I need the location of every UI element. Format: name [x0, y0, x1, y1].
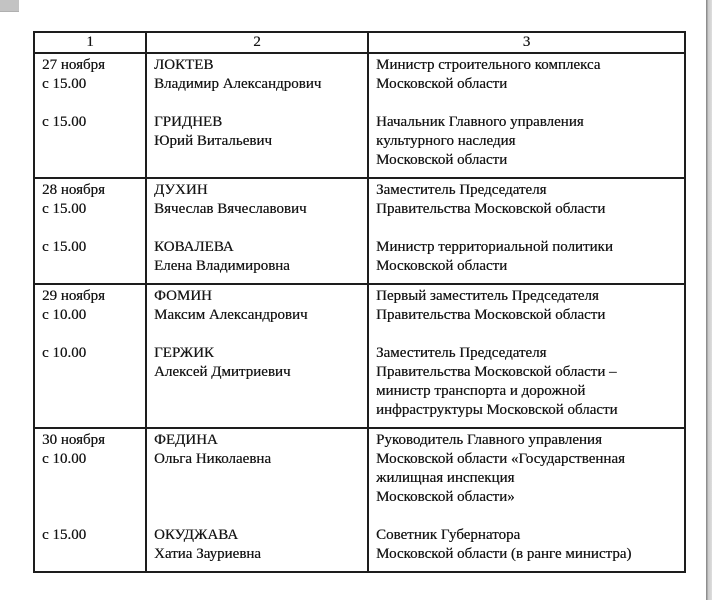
- text-line: Советник Губернатора: [376, 527, 521, 543]
- text-line: Правительства Московской области: [376, 201, 606, 217]
- column-header-title: 3: [368, 32, 685, 53]
- text-line: [42, 325, 139, 344]
- cell-date: [34, 53, 146, 178]
- column-header-date: 1: [34, 32, 146, 53]
- text-line: Начальник Главного управления: [376, 114, 584, 130]
- text-line: 28 ноября: [42, 182, 105, 198]
- text-line: [154, 469, 361, 488]
- text-line: [42, 507, 139, 526]
- cell-title: [368, 428, 685, 572]
- text-line: Руководитель Главного управления: [376, 432, 602, 448]
- text-line: Алексей Дмитриевич: [154, 364, 291, 380]
- page-corner-artifact: [0, 0, 19, 12]
- text-line: Правительства Московской области: [376, 307, 606, 323]
- table-row: [34, 284, 685, 428]
- text-line: ГЕРЖИК: [154, 345, 214, 361]
- cell-date: [34, 178, 146, 284]
- text-line: [376, 219, 678, 238]
- text-line: Максим Александрович: [154, 307, 308, 323]
- text-line: Елена Владимировна: [154, 258, 290, 274]
- text-line: [376, 325, 678, 344]
- text-line: [154, 507, 361, 526]
- text-line: ЛОКТЕВ: [154, 57, 214, 73]
- text-line: Московской области: [376, 76, 508, 92]
- reception-schedule-table: [33, 31, 686, 573]
- text-line: Вячеслав Вячеславович: [154, 201, 307, 217]
- text-line: культурного наследия: [376, 133, 516, 149]
- text-line: с 15.00: [42, 114, 87, 130]
- text-line: Правительства Московской области –: [376, 364, 617, 380]
- text-line: Хатиа Зауриевна: [154, 546, 261, 562]
- text-line: [376, 507, 678, 526]
- text-line: [154, 488, 361, 507]
- text-line: 30 ноября: [42, 432, 105, 448]
- text-line: жилищная инспекция: [376, 470, 515, 486]
- text-line: 27 ноября: [42, 57, 105, 73]
- text-line: Министр территориальной политики: [376, 239, 613, 255]
- column-header-name: 2: [146, 32, 368, 53]
- text-line: 29 ноября: [42, 288, 105, 304]
- table-row: [34, 178, 685, 284]
- table-row: [34, 53, 685, 178]
- text-line: с 15.00: [42, 239, 87, 255]
- text-line: Московской области «Государственная: [376, 451, 625, 467]
- text-line: [42, 488, 139, 507]
- table-header-row: [34, 32, 685, 53]
- text-line: [154, 325, 361, 344]
- text-line: ДУХИН: [154, 182, 208, 198]
- text-line: Заместитель Председателя: [376, 182, 547, 198]
- text-line: [42, 219, 139, 238]
- text-line: с 10.00: [42, 451, 87, 467]
- text-line: с 10.00: [42, 307, 87, 323]
- text-line: Первый заместитель Председателя: [376, 288, 599, 304]
- cell-name: [146, 53, 368, 178]
- text-line: [376, 94, 678, 113]
- cell-title: [368, 53, 685, 178]
- text-line: ФОМИН: [154, 288, 212, 304]
- text-line: Юрий Витальевич: [154, 133, 272, 149]
- cell-date: [34, 428, 146, 572]
- text-line: с 15.00: [42, 527, 87, 543]
- text-line: с 15.00: [42, 76, 87, 92]
- text-line: [154, 94, 361, 113]
- text-line: Ольга Николаевна: [154, 451, 271, 467]
- cell-date: [34, 284, 146, 428]
- text-line: Заместитель Председателя: [376, 345, 547, 361]
- cell-name: [146, 284, 368, 428]
- cell-title: [368, 284, 685, 428]
- text-line: инфраструктуры Московской области: [376, 402, 618, 418]
- text-line: ГРИДНЕВ: [154, 114, 223, 130]
- text-line: Московской области»: [376, 489, 515, 505]
- text-line: Московской области: [376, 258, 508, 274]
- text-line: [42, 469, 139, 488]
- cell-title: [368, 178, 685, 284]
- cell-name: [146, 428, 368, 572]
- scrollbar-track[interactable]: [706, 0, 712, 600]
- text-line: с 10.00: [42, 345, 87, 361]
- text-line: [154, 219, 361, 238]
- text-line: Московской области: [376, 152, 508, 168]
- text-line: Владимир Александрович: [154, 76, 322, 92]
- text-line: Московской области (в ранге министра): [376, 546, 632, 562]
- cell-name: [146, 178, 368, 284]
- schedule-table-body: [34, 53, 685, 572]
- text-line: Министр строительного комплекса: [376, 57, 601, 73]
- text-line: с 15.00: [42, 201, 87, 217]
- text-line: ОКУДЖАВА: [154, 527, 239, 543]
- table-row: [34, 428, 685, 572]
- text-line: КОВАЛЕВА: [154, 239, 234, 255]
- text-line: [42, 94, 139, 113]
- text-line: ФЕДИНА: [154, 432, 218, 448]
- text-line: министр транспорта и дорожной: [376, 383, 586, 399]
